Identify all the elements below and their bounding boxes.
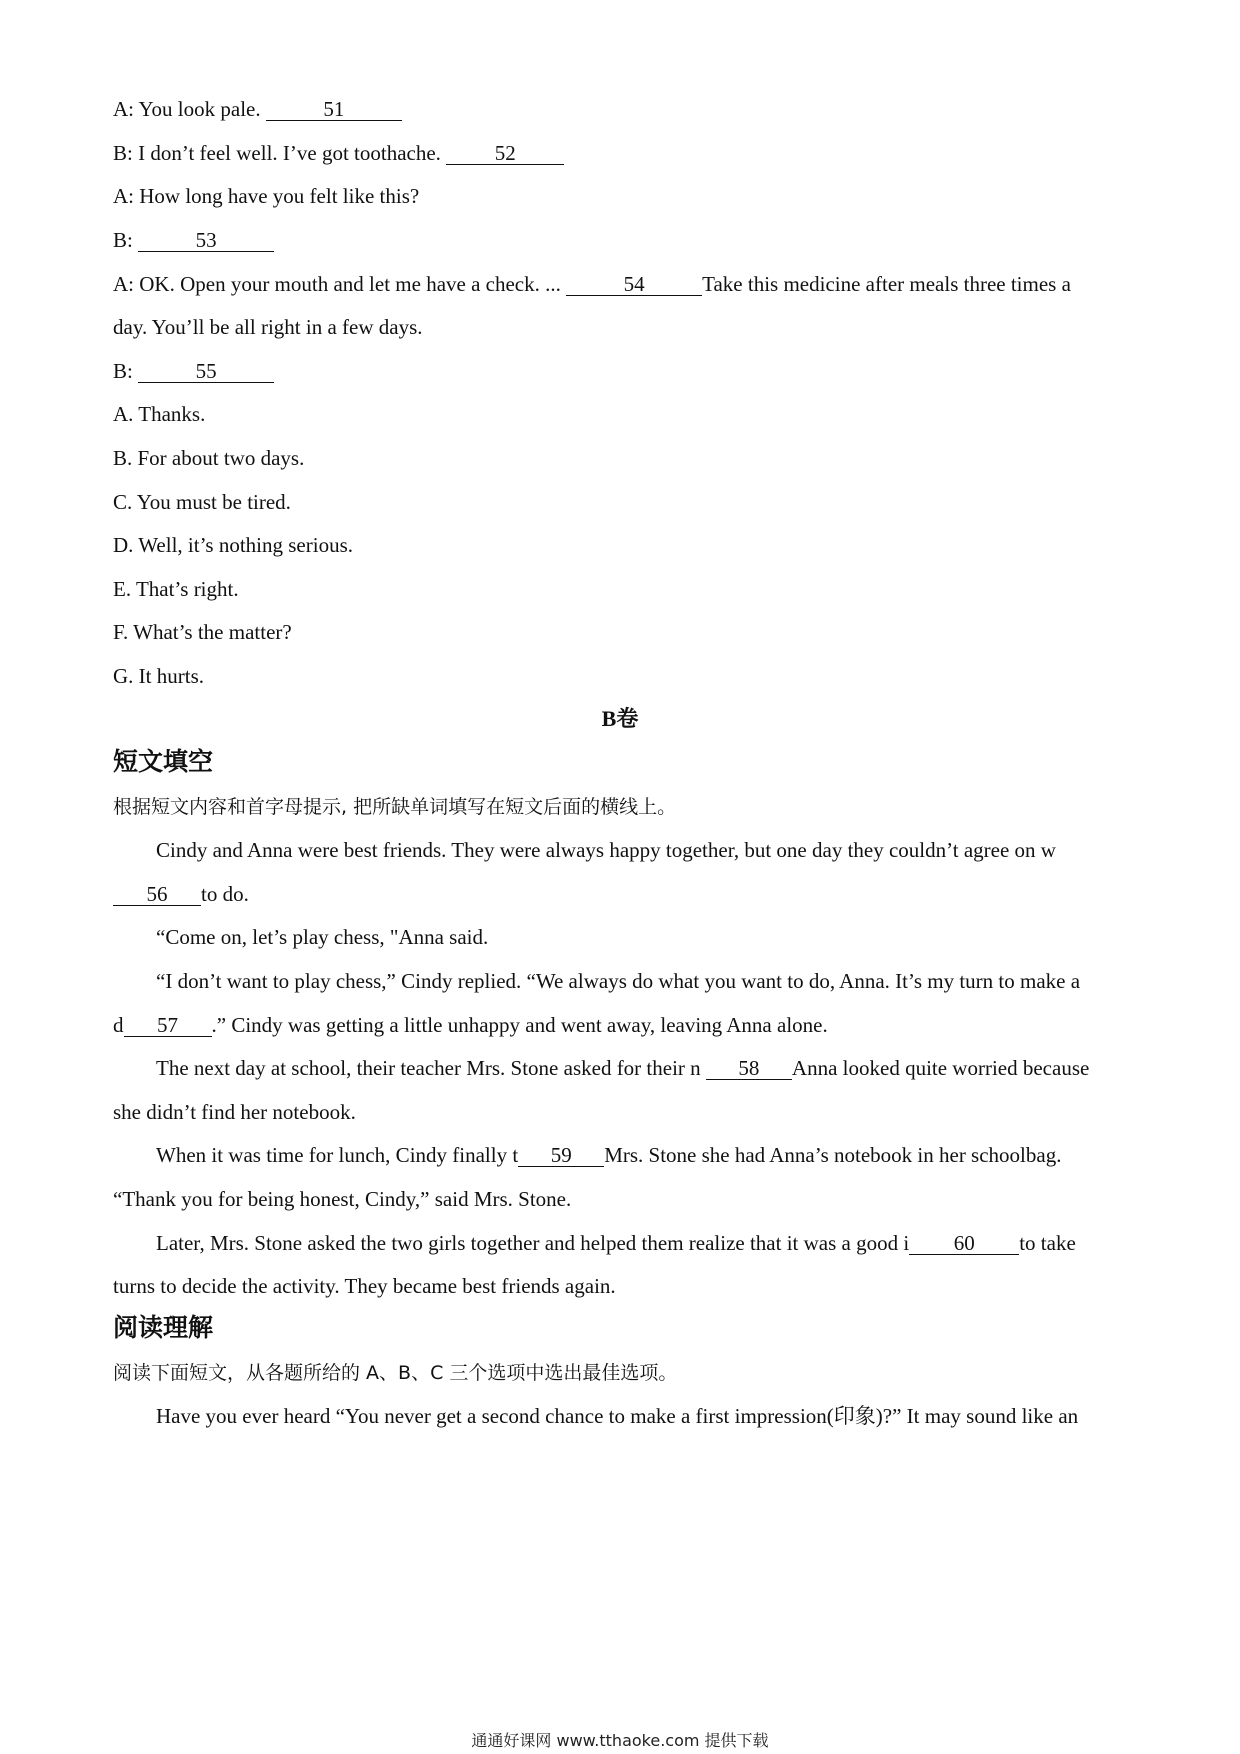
- blank-56[interactable]: 56: [113, 883, 201, 906]
- option-g: G. It hurts.: [113, 664, 204, 688]
- instruction-cloze: 根据短文内容和首字母提示, 把所缺单词填写在短文后面的横线上。: [113, 796, 677, 818]
- dialogue-text: Take this medicine after meals three times a: [702, 272, 1071, 296]
- dialogue-line-3: A: How long have you felt like this?: [113, 184, 420, 208]
- page-footer: 通通好课网 www.tthaoke.com 提供下载: [471, 1731, 769, 1750]
- passage-line: [156, 1054, 1089, 1082]
- dialogue-line-2: [113, 139, 564, 167]
- passage-text: Mrs. Stone she had Anna’s notebook in her schoolbag.: [604, 1143, 1062, 1167]
- passage-text: When it was time for lunch, Cindy finally t: [156, 1143, 519, 1167]
- passage-line: she didn’t find her notebook.: [113, 1100, 356, 1124]
- passage-text: .” Cindy was getting a little unhappy and went away, leaving Anna alone.: [211, 1013, 828, 1037]
- blank-55[interactable]: 55: [138, 360, 274, 383]
- passage-line: [156, 1229, 1076, 1257]
- blank-53[interactable]: 53: [138, 229, 274, 252]
- passage-line: [156, 1141, 1061, 1169]
- passage-line: “I don’t want to play chess,” Cindy replied. “We always do what you want to do, Anna. It’s my turn to make a: [156, 969, 1081, 993]
- passage-line: Cindy and Anna were best friends. They were always happy together, but one day they couldn’t agree on w: [156, 838, 1056, 862]
- instruction-reading: 阅读下面短文，从各题所给的 A、B、C 三个选项中选出最佳选项。: [113, 1362, 678, 1384]
- passage-line: [113, 880, 249, 908]
- passage-line: Have you ever heard “You never get a second chance to make a first impression(印象)?” It may sound like an: [156, 1404, 1079, 1428]
- passage-text: Anna looked quite worried because: [791, 1056, 1090, 1080]
- dialogue-line-1: [113, 95, 402, 123]
- dialogue-text: B:: [113, 228, 133, 252]
- dialogue-text: B: I don’t feel well. I’ve got toothache.: [113, 141, 441, 165]
- passage-line: “Come on, let’s play chess, "Anna said.: [156, 925, 489, 949]
- passage-text: to do.: [201, 882, 249, 906]
- option-a: A. Thanks.: [113, 402, 206, 426]
- dialogue-line-6: day. You’ll be all right in a few days.: [113, 315, 423, 339]
- option-b: B. For about two days.: [113, 446, 305, 470]
- dialogue-text: B:: [113, 359, 133, 383]
- passage-line: [113, 1011, 828, 1039]
- option-f: F. What’s the matter?: [113, 620, 292, 644]
- passage-line: “Thank you for being honest, Cindy,” said Mrs. Stone.: [113, 1187, 572, 1211]
- option-d: D. Well, it’s nothing serious.: [113, 533, 354, 557]
- blank-52[interactable]: 52: [446, 142, 564, 165]
- section-heading-reading: 阅读理解: [113, 1313, 214, 1342]
- passage-text: The next day at school, their teacher Mrs. Stone asked for their n: [156, 1056, 701, 1080]
- blank-59[interactable]: 59: [518, 1144, 604, 1167]
- blank-60[interactable]: 60: [909, 1232, 1019, 1255]
- dialogue-text: A: OK. Open your mouth and let me have a check. ...: [113, 272, 561, 296]
- dialogue-text: A: You look pale.: [113, 97, 261, 121]
- dialogue-line-7: [113, 357, 274, 385]
- option-c: C. You must be tired.: [113, 490, 291, 514]
- option-e: E. That’s right.: [113, 577, 239, 601]
- blank-57[interactable]: 57: [124, 1014, 212, 1037]
- passage-text: d: [113, 1013, 124, 1037]
- blank-54[interactable]: 54: [566, 273, 702, 296]
- section-heading-cloze: 短文填空: [113, 747, 214, 776]
- passage-line: turns to decide the activity. They became best friends again.: [113, 1274, 616, 1298]
- passage-text: to take: [1019, 1231, 1076, 1255]
- section-title: B卷: [601, 706, 639, 731]
- blank-58[interactable]: 58: [706, 1057, 792, 1080]
- dialogue-line-5: [113, 270, 1071, 298]
- blank-51[interactable]: 51: [266, 98, 402, 121]
- dialogue-line-4: [113, 226, 274, 254]
- passage-text: Later, Mrs. Stone asked the two girls together and helped them realize that it was a good i: [156, 1231, 910, 1255]
